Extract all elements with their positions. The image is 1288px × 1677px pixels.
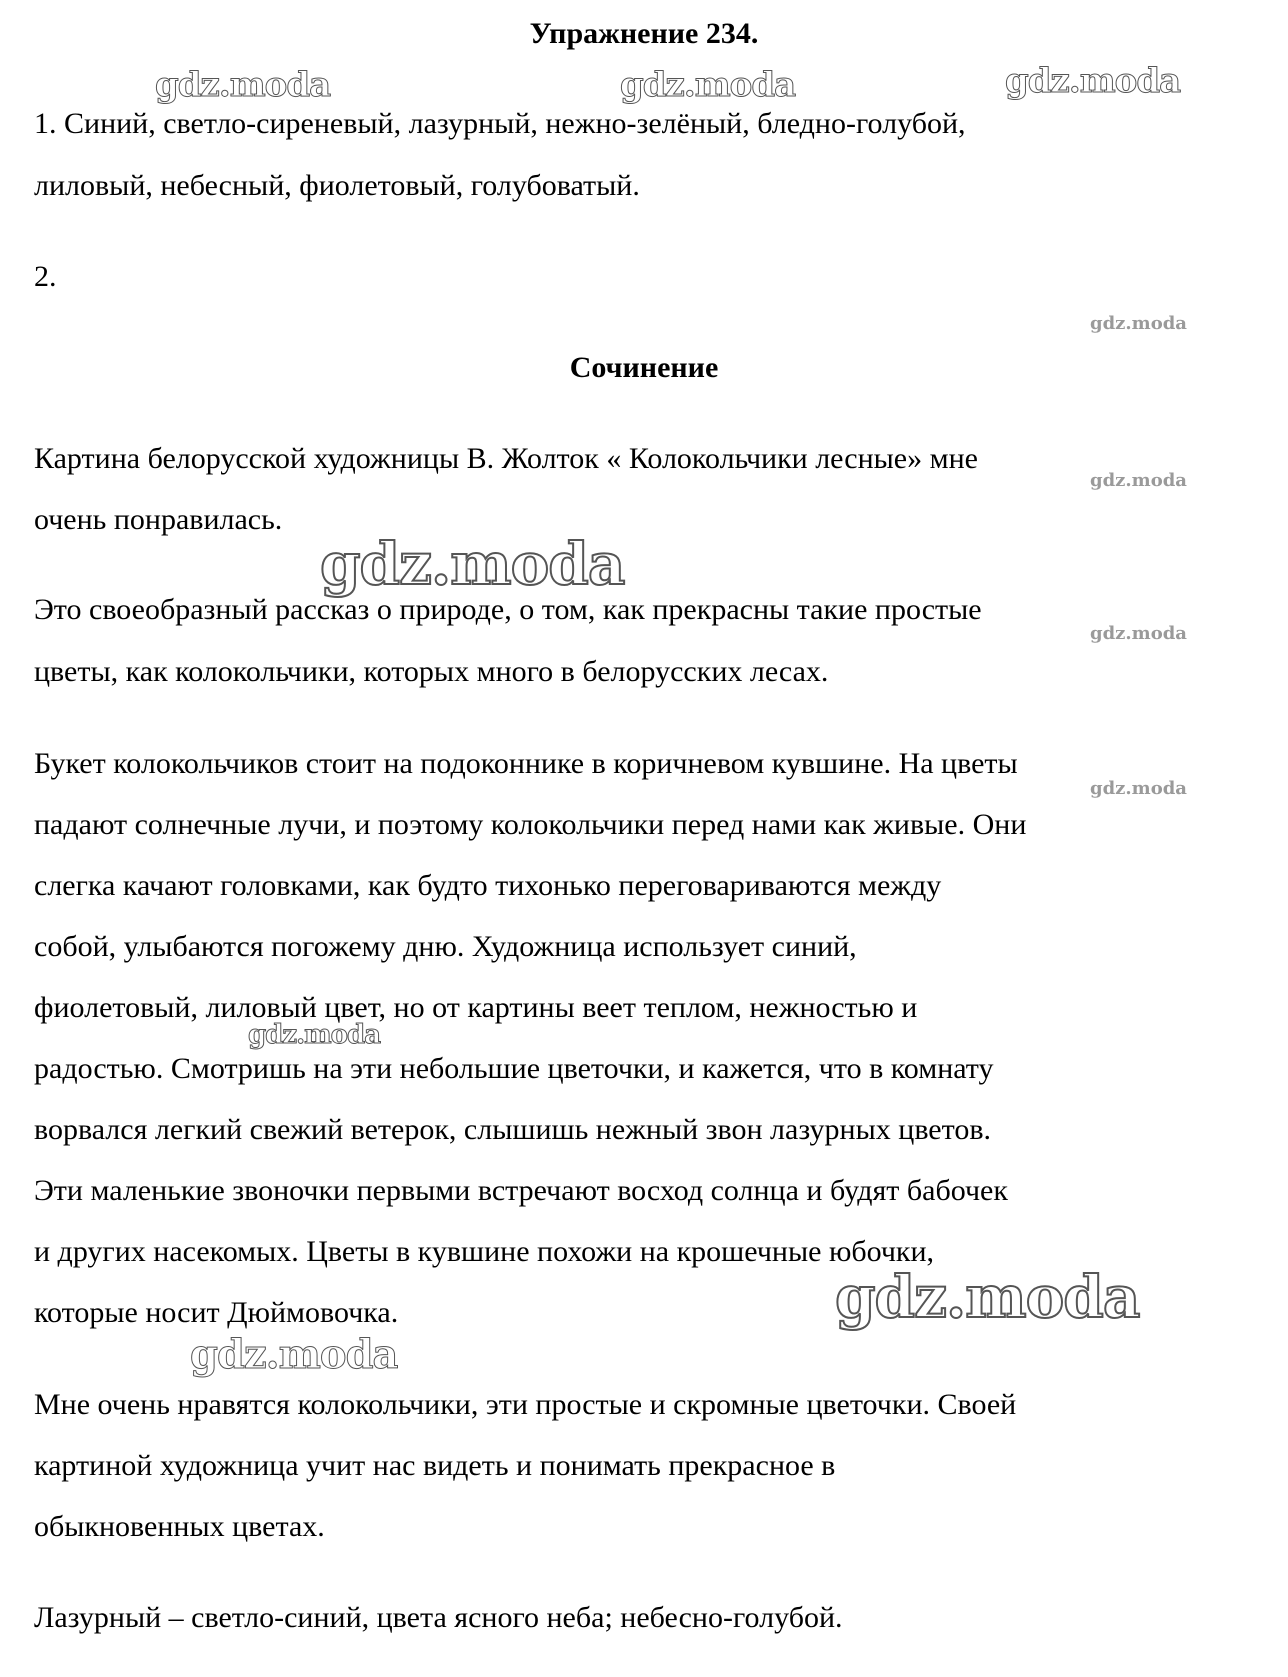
watermark: gdz.moda xyxy=(320,530,625,598)
essay-line: падают солнечные лучи, и поэтому колокольчики перед нами как живые. Они xyxy=(34,808,1027,841)
watermark: gdz.moda xyxy=(1005,61,1181,101)
essay-line: и других насекомых. Цветы в кувшине похожи на крошечные юбочки, xyxy=(34,1235,935,1268)
essay-line: Картина белорусской художницы В. Жолток « Колокольчики лесные» мне xyxy=(34,442,978,475)
watermark: gdz.moda xyxy=(1090,623,1187,644)
essay-line: слегка качают головками, как будто тихонько переговариваются между xyxy=(34,869,942,902)
essay-line: Букет колокольчиков стоит на подоконнике в коричневом кувшине. На цветы xyxy=(34,747,1018,780)
watermark: gdz.moda xyxy=(1090,313,1187,334)
essay-line: картиной художница учит нас видеть и понимать прекрасное в xyxy=(34,1449,836,1482)
answer-line: лиловый, небесный, фиолетовый, голубоватый. xyxy=(34,169,640,202)
essay-line: собой, улыбаются погожему дню. Художница использует синий, xyxy=(34,930,857,963)
watermark: gdz.moda xyxy=(1090,470,1187,491)
essay-line: радостью. Смотришь на эти небольшие цветочки, и кажется, что в комнату xyxy=(34,1052,994,1085)
essay-line: фиолетовый, лиловый цвет, но от картины веет теплом, нежностью и xyxy=(34,991,918,1024)
watermark: gdz.moda xyxy=(155,65,331,105)
watermark: gdz.moda xyxy=(248,1020,381,1050)
answer-line: 1. Синий, светло-сиреневый, лазурный, нежно-зелёный, бледно-голубой, xyxy=(34,107,966,140)
essay-line: Это своеобразный рассказ о природе, о том, как прекрасны такие простые xyxy=(34,593,982,626)
essay-line: обыкновенных цветах. xyxy=(34,1510,325,1543)
definition-line: Лазурный – светло-синий, цвета ясного неба; небесно-голубой. xyxy=(34,1601,843,1634)
watermark: gdz.moda xyxy=(190,1331,398,1378)
essay-line: Эти маленькие звоночки первыми встречают восход солнца и будят бабочек xyxy=(34,1174,1008,1207)
essay-line: очень понравилась. xyxy=(34,503,283,536)
essay-line: которые носит Дюймовочка. xyxy=(34,1296,399,1329)
part-2-label: 2. xyxy=(34,260,57,293)
watermark: gdz.moda xyxy=(1090,778,1187,799)
essay-line: ворвался легкий свежий ветерок, слышишь нежный звон лазурных цветов. xyxy=(34,1113,991,1146)
essay-heading: Сочинение xyxy=(569,351,719,384)
essay-line: Мне очень нравятся колокольчики, эти простые и скромные цветочки. Своей xyxy=(34,1388,1017,1421)
essay-line: цветы, как колокольчики, которых много в белорусских лесах. xyxy=(34,655,829,688)
watermark: gdz.moda xyxy=(835,1263,1140,1331)
page-title: Упражнение 234. xyxy=(529,17,759,50)
watermark: gdz.moda xyxy=(620,65,796,105)
